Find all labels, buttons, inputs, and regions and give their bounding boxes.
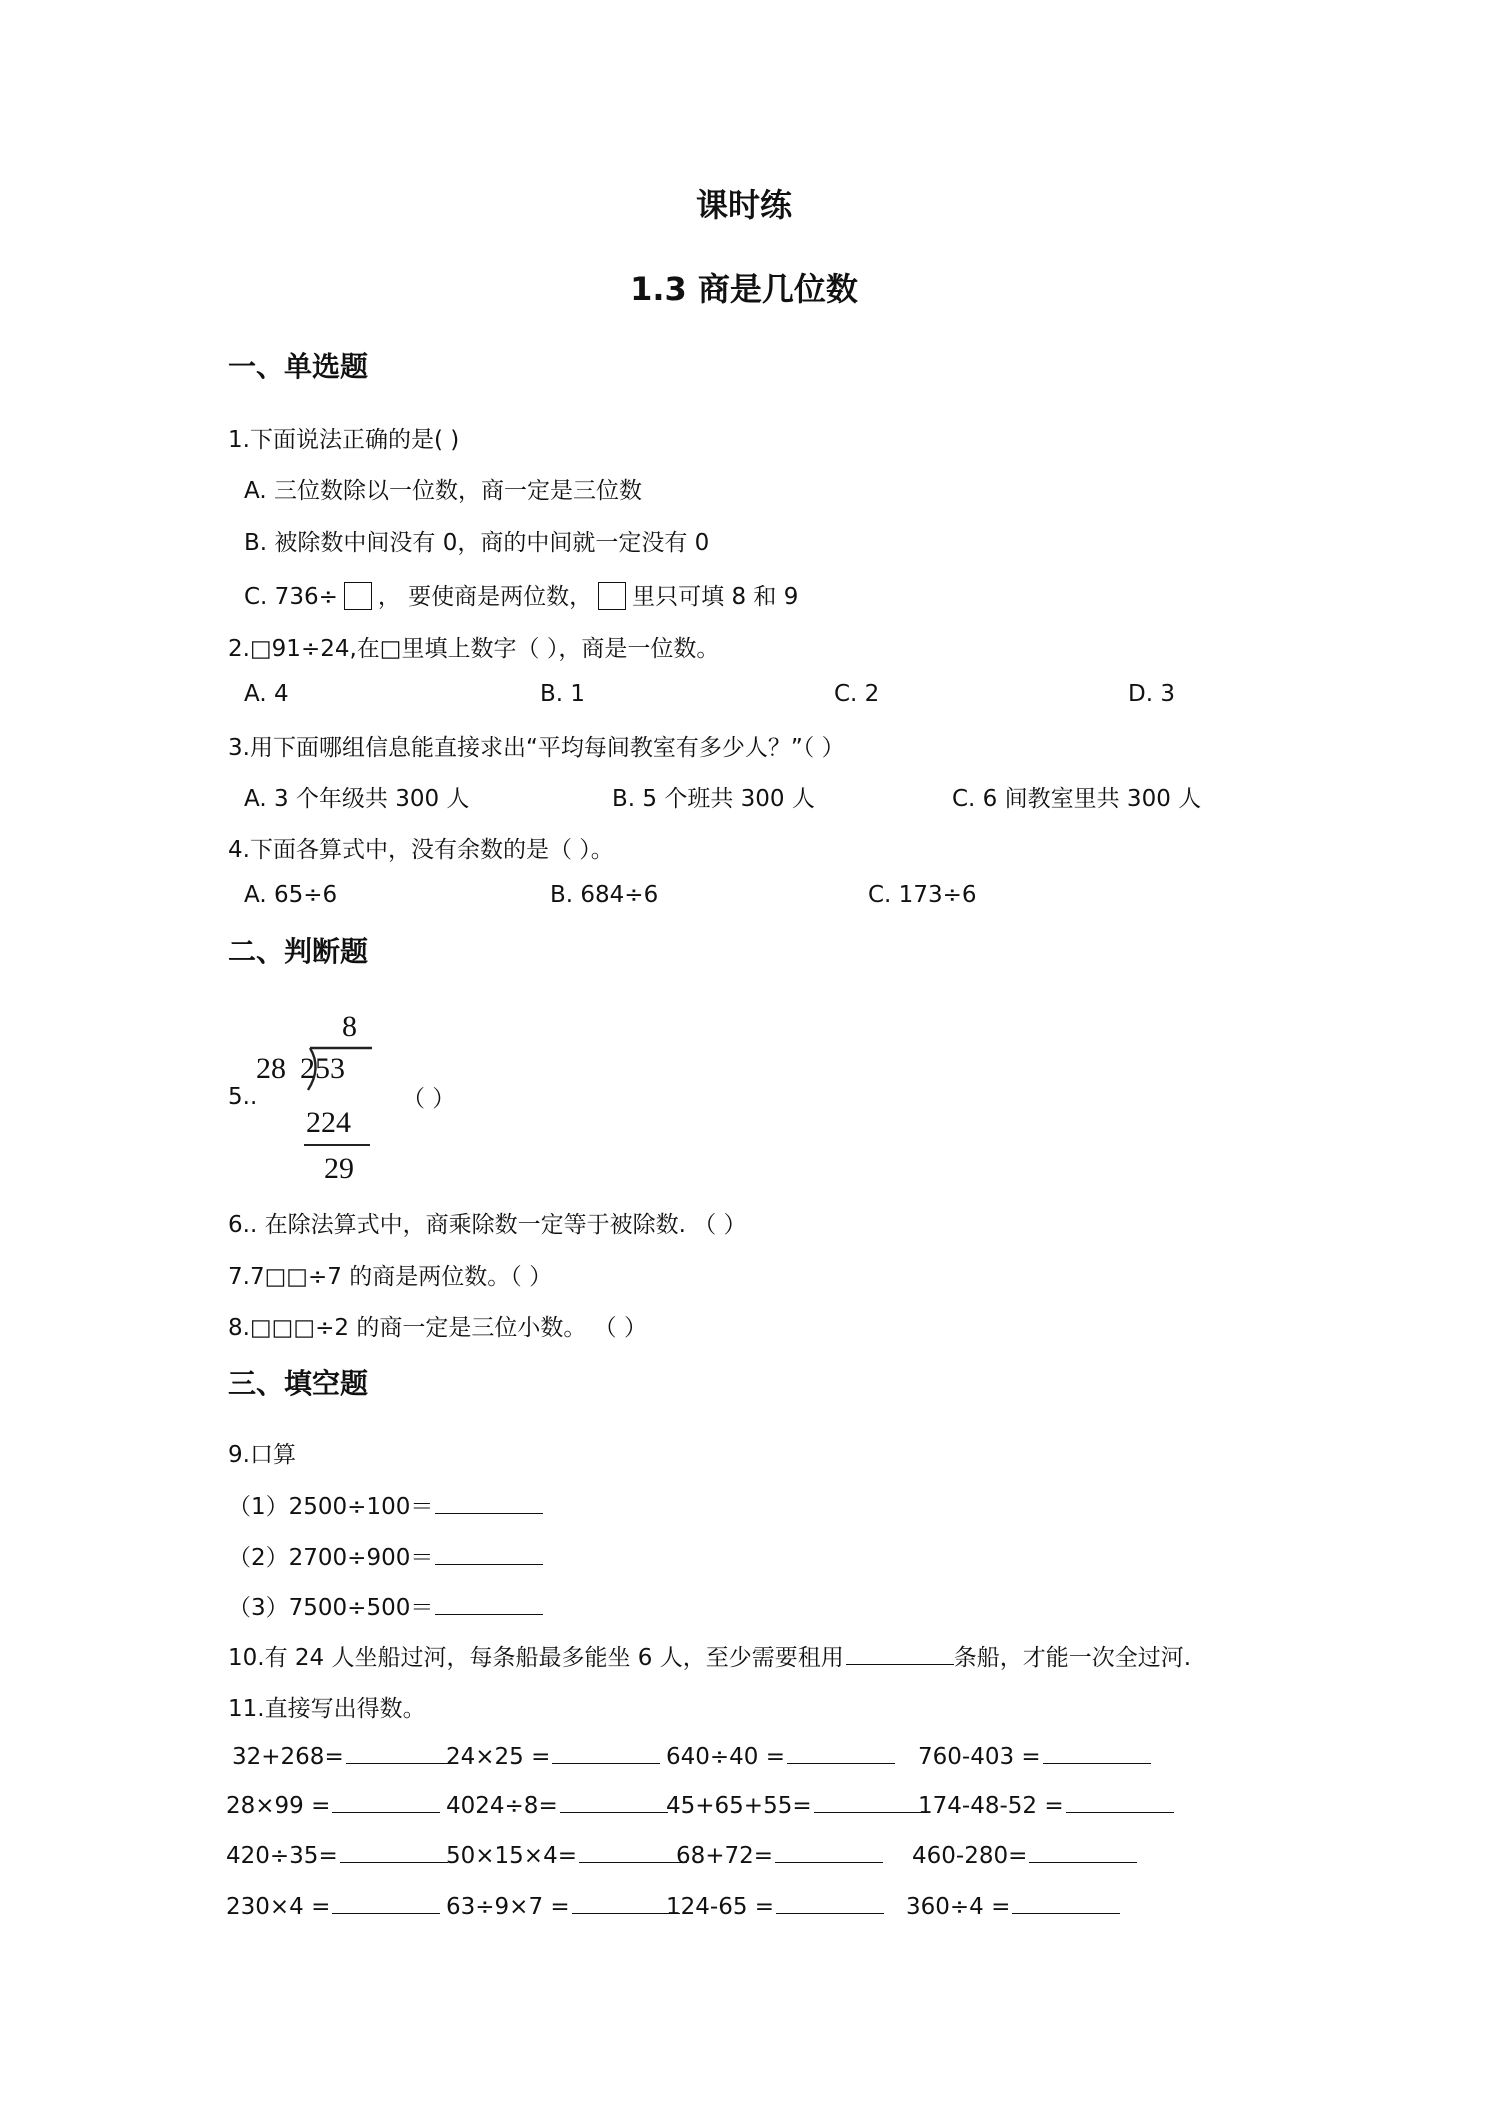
answer-blank[interactable]: [776, 1891, 884, 1914]
question-1-stem: 1.下面说法正确的是( ): [228, 427, 460, 453]
calc-r1-c2: [446, 1741, 660, 1770]
calc-expression: 28×99 =: [226, 1793, 331, 1819]
calc-r3-c1: [226, 1840, 448, 1869]
calc-r1-c1: [232, 1741, 454, 1770]
answer-blank[interactable]: [560, 1790, 668, 1813]
calc-expression: 174-48-52 =: [918, 1793, 1064, 1819]
calc-expression: 360÷4 =: [906, 1894, 1011, 1920]
blank-box-icon: [344, 582, 372, 610]
question-8: 8.□□□÷2 的商一定是三位小数。 （ ）: [228, 1315, 647, 1341]
option-c-prefix: C. 736÷: [244, 584, 338, 610]
calc-expression: 420÷35=: [226, 1843, 338, 1869]
calc-expression: 460-280=: [912, 1843, 1028, 1869]
answer-blank[interactable]: [552, 1741, 660, 1764]
calc-r2-c2: [446, 1790, 668, 1819]
question-3-option-a: A. 3 个年级共 300 人: [244, 786, 470, 812]
question-9-item-1: [228, 1488, 543, 1521]
answer-blank[interactable]: [579, 1840, 687, 1863]
answer-blank[interactable]: [846, 1642, 954, 1665]
answer-blank[interactable]: [435, 1592, 543, 1615]
calc-r2-c1: [226, 1790, 440, 1819]
question-4-option-b: B. 684÷6: [550, 882, 659, 908]
item-expression: （1）2500÷100＝: [228, 1494, 434, 1520]
question-10: [228, 1639, 1191, 1672]
division-product: 224: [306, 1106, 351, 1139]
calc-expression: 24×25 =: [446, 1744, 551, 1770]
calc-expression: 45+65+55=: [666, 1793, 812, 1819]
answer-blank[interactable]: [332, 1790, 440, 1813]
question-2-stem: 2.□91÷24,在□里填上数字（ ），商是一位数。: [228, 636, 720, 662]
calc-r4-c4: [906, 1891, 1120, 1920]
item-expression: （2）2700÷900＝: [228, 1545, 434, 1571]
question-9-item-3: [228, 1589, 543, 1622]
question-1-option-b: B. 被除数中间没有 0，商的中间就一定没有 0: [244, 530, 710, 556]
page-title: 课时练: [695, 186, 792, 224]
question-3-option-c: C. 6 间教室里共 300 人: [952, 786, 1202, 812]
calc-expression: 68+72=: [676, 1843, 774, 1869]
answer-blank[interactable]: [775, 1840, 883, 1863]
answer-blank[interactable]: [572, 1891, 680, 1914]
calc-r1-c3: [666, 1741, 895, 1770]
question-9-stem: 9.口算: [228, 1442, 296, 1468]
section-heading-single-choice: 一、单选题: [228, 350, 369, 383]
question-10-after: 条船，才能一次全过河.: [953, 1645, 1192, 1671]
answer-blank[interactable]: [1066, 1790, 1174, 1813]
option-c-middle: ， 要使商是两位数，: [377, 584, 593, 610]
calc-expression: 760-403 =: [918, 1744, 1041, 1770]
calc-r3-c3: [676, 1840, 883, 1869]
division-quotient: 8: [342, 1010, 357, 1043]
division-rule: [304, 1144, 370, 1146]
calc-expression: 640÷40 =: [666, 1744, 786, 1770]
answer-blank[interactable]: [1043, 1741, 1151, 1764]
calc-r3-c2: [446, 1840, 687, 1869]
calc-expression: 4024÷8=: [446, 1793, 558, 1819]
option-c-suffix: 里只可填 8 和 9: [632, 584, 799, 610]
calc-expression: 50×15×4=: [446, 1843, 577, 1869]
answer-blank[interactable]: [332, 1891, 440, 1914]
section-heading-fill-in: 三、填空题: [228, 1367, 369, 1400]
calc-expression: 32+268=: [232, 1744, 344, 1770]
calc-r4-c3: [666, 1891, 884, 1920]
question-1-option-c: [244, 578, 798, 611]
calc-expression: 124-65 =: [666, 1894, 775, 1920]
question-4-stem: 4.下面各算式中，没有余数的是（ ）。: [228, 837, 614, 863]
calc-r4-c2: [446, 1891, 680, 1920]
question-2-option-d: D. 3: [1128, 681, 1175, 707]
answer-blank[interactable]: [787, 1741, 895, 1764]
question-2-option-c: C. 2: [834, 681, 880, 707]
question-6: 6.. 在除法算式中，商乘除数一定等于被除数. （ ）: [228, 1212, 747, 1238]
calc-r3-c4: [912, 1840, 1137, 1869]
question-4-option-c: C. 173÷6: [868, 882, 977, 908]
division-divisor: 28: [256, 1052, 286, 1085]
question-9-item-2: [228, 1539, 543, 1572]
item-expression: （3）7500÷500＝: [228, 1595, 434, 1621]
question-3-stem: 3.用下面哪组信息能直接求出“平均每间教室有多少人？”（ ）: [228, 735, 845, 761]
calc-expression: 230×4 =: [226, 1894, 331, 1920]
question-1-option-a: A. 三位数除以一位数，商一定是三位数: [244, 478, 642, 504]
calc-r2-c3: [666, 1790, 922, 1819]
answer-blank[interactable]: [435, 1542, 543, 1565]
division-dividend: 253: [300, 1052, 345, 1085]
answer-blank[interactable]: [435, 1491, 543, 1514]
blank-box-icon: [598, 582, 626, 610]
answer-blank[interactable]: [814, 1790, 922, 1813]
question-4-option-a: A. 65÷6: [244, 882, 338, 908]
page-subtitle: 1.3 商是几位数: [630, 270, 858, 308]
answer-blank[interactable]: [346, 1741, 454, 1764]
question-11-stem: 11.直接写出得数。: [228, 1696, 426, 1722]
calc-r2-c4: [918, 1790, 1174, 1819]
section-heading-true-false: 二、判断题: [228, 935, 369, 968]
calc-r1-c4: [918, 1741, 1151, 1770]
calc-r4-c1: [226, 1891, 440, 1920]
division-remainder: 29: [324, 1152, 354, 1185]
question-2-option-a: A. 4: [244, 681, 289, 707]
question-2-option-b: B. 1: [540, 681, 586, 707]
question-3-option-b: B. 5 个班共 300 人: [612, 786, 815, 812]
answer-blank[interactable]: [1029, 1840, 1137, 1863]
answer-blank[interactable]: [1012, 1891, 1120, 1914]
question-5-paren: （ ）: [402, 1086, 456, 1112]
question-5-label: 5..: [228, 1084, 258, 1110]
answer-blank[interactable]: [340, 1840, 448, 1863]
calc-expression: 63÷9×7 =: [446, 1894, 570, 1920]
long-division-figure: [254, 1010, 374, 1200]
question-7: 7.7□□÷7 的商是两位数。（ ）: [228, 1264, 553, 1290]
question-10-before: 10.有 24 人坐船过河，每条船最多能坐 6 人，至少需要租用: [228, 1645, 844, 1671]
